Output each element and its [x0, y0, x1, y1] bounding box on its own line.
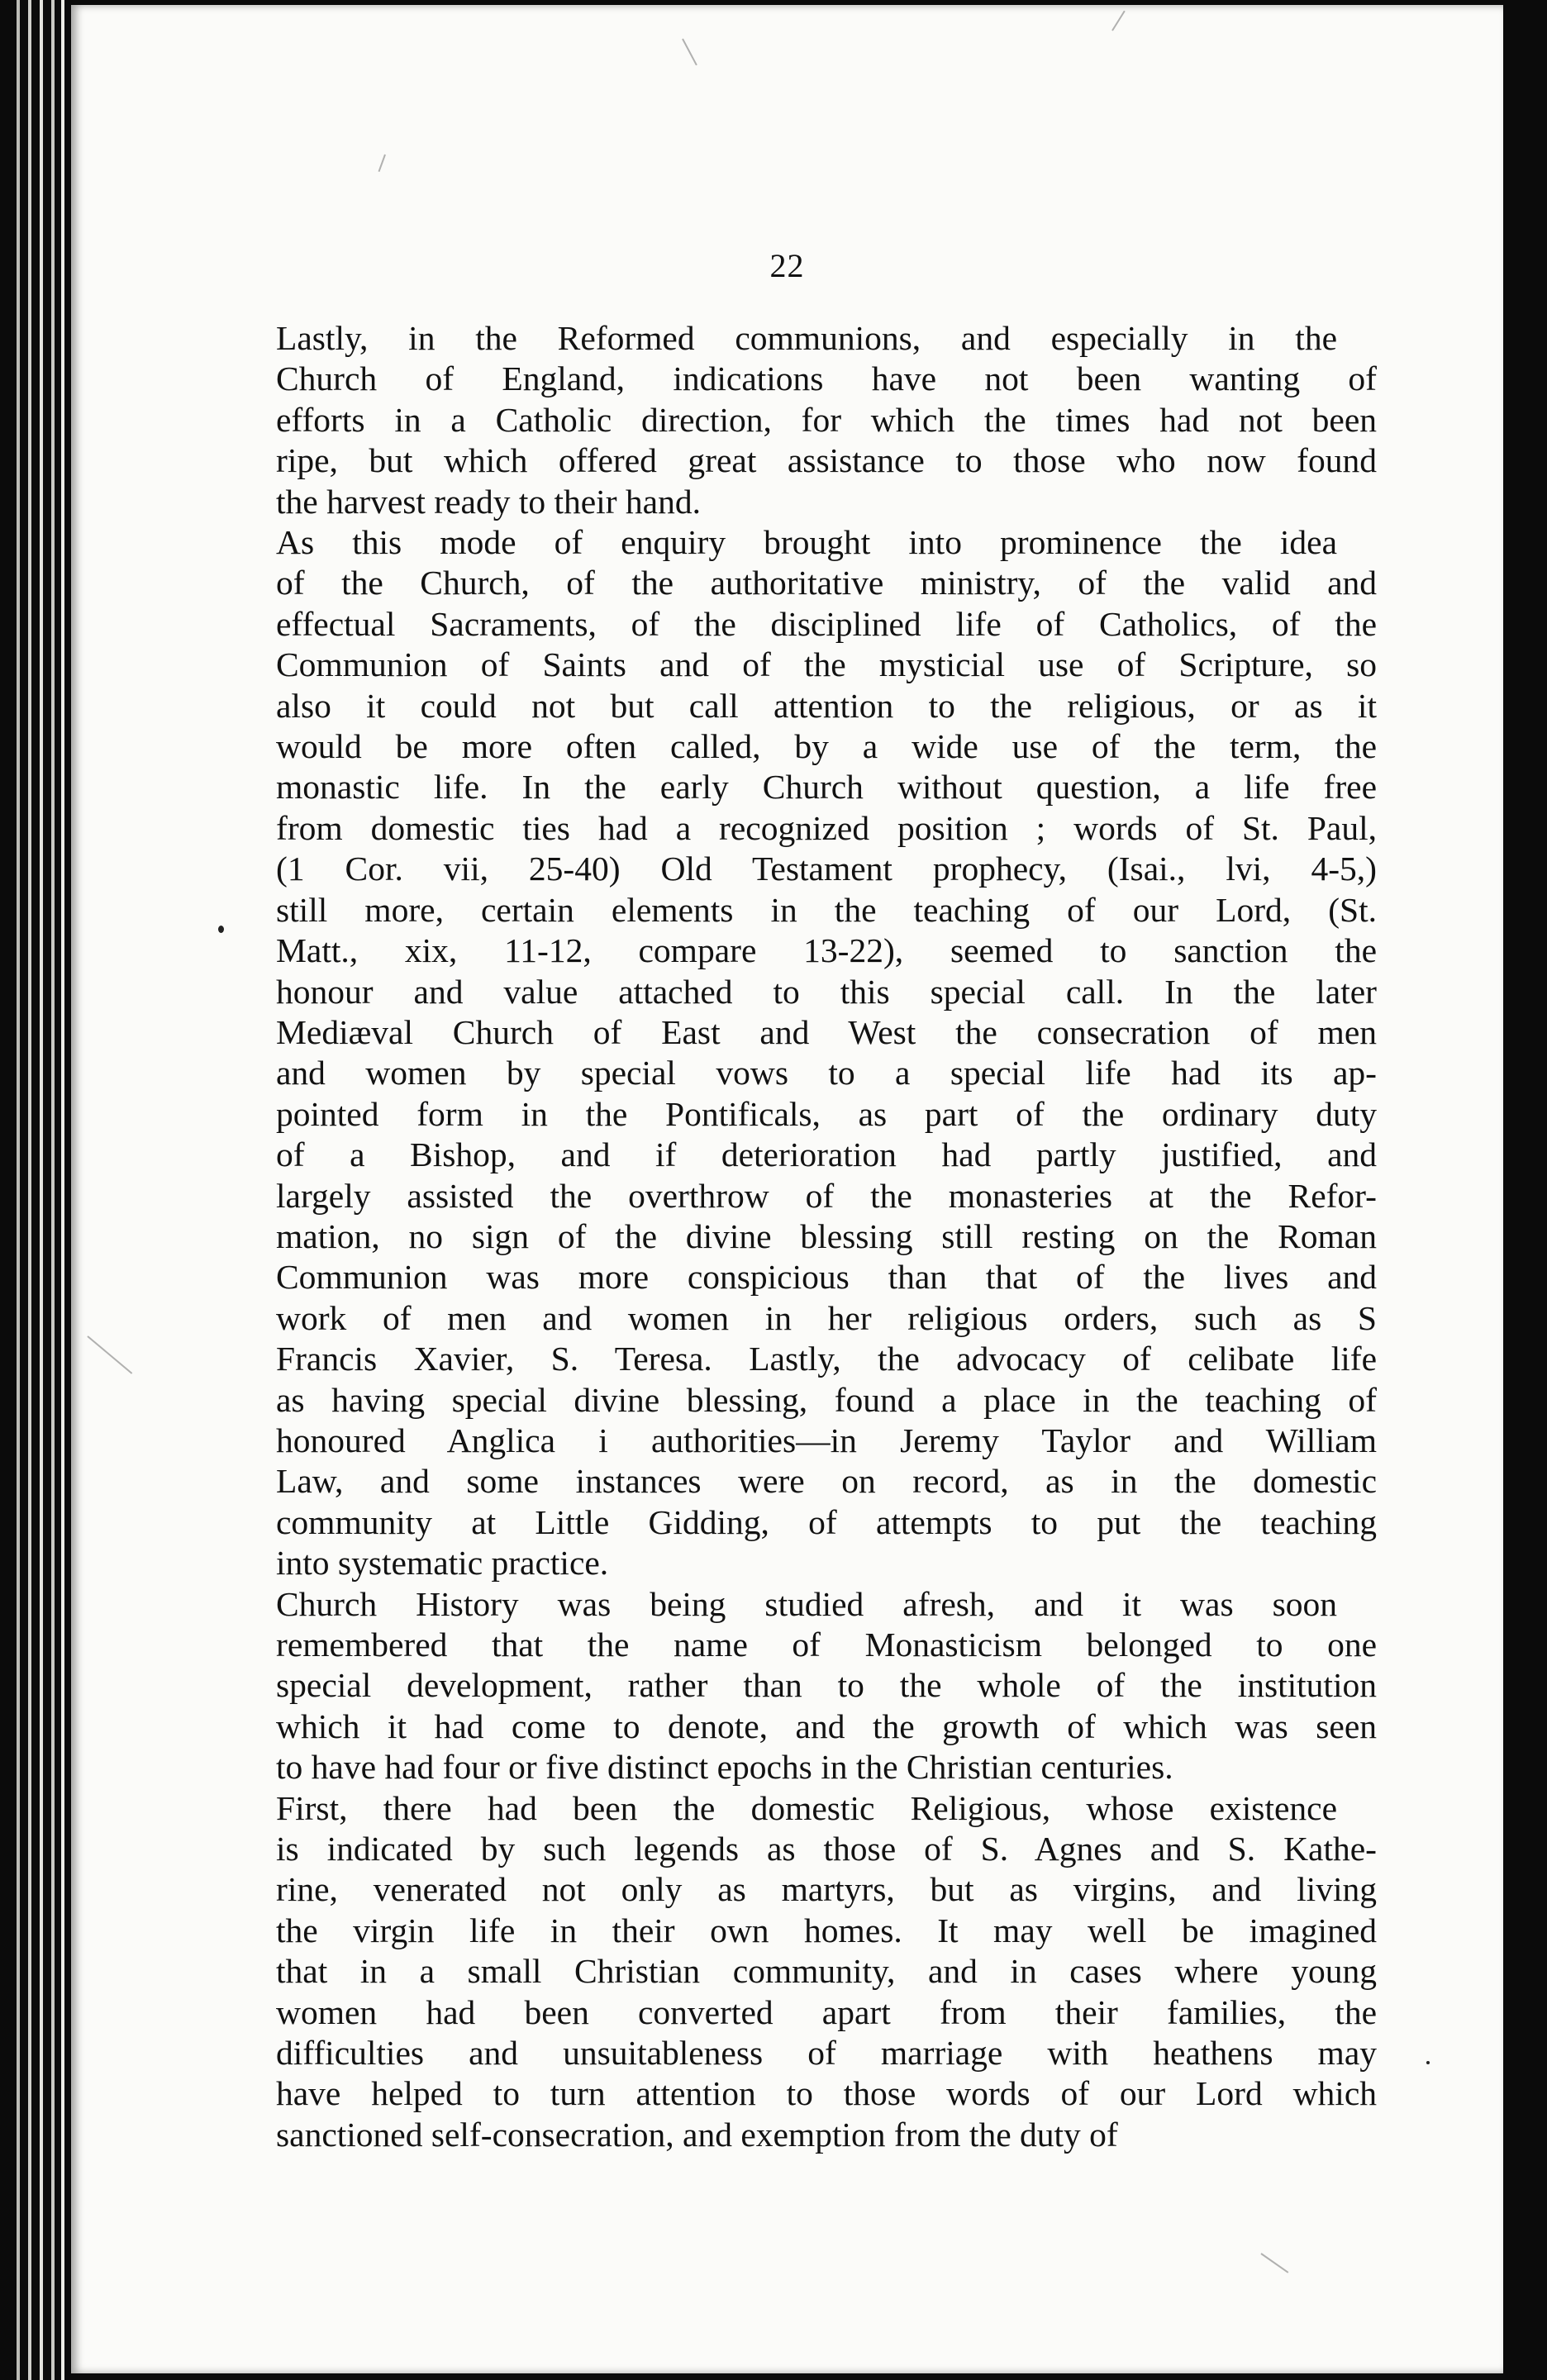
text-line: First, there had been the domestic Religious, whose existence [276, 1788, 1337, 1827]
text-line: difficulties and unsuitableness of marriage with heathens may [276, 2034, 1377, 2073]
text-line: special development, rather than to the whole of the institution [276, 1666, 1377, 1705]
text-line: that in a small Christian community, and in cases where young [276, 1952, 1377, 1991]
page-edge [61, 0, 64, 2380]
text-line: as having special divine blessing, found a place in the teaching of [276, 1380, 1377, 1419]
text-line: Communion was more conspicious than that of the lives and [276, 1258, 1377, 1297]
page-number: 22 [769, 247, 805, 284]
text-line: would be more often called, by a wide use of the term, the [276, 727, 1377, 766]
text-line: (1 Cor. vii, 25-40) Old Testament prophecy, (Isai., lvi, 4-5,) [276, 850, 1377, 888]
text-line: Matt., xix, 11-12, compare 13-22), seemed to sanction the [276, 931, 1377, 970]
text-line: rine, venerated not only as martyrs, but as virgins, and living [276, 1870, 1377, 1909]
text-line: still more, certain elements in the teaching of our Lord, (St. [276, 890, 1377, 929]
ink-speck [1426, 2061, 1430, 2064]
text-line: remembered that the name of Monasticism belonged to one [276, 1626, 1377, 1664]
text-line: into systematic practice. [276, 1544, 609, 1583]
text-line: community at Little Gidding, of attempts to put the teaching [276, 1502, 1377, 1541]
text-line: largely assisted the overthrow of the monasteries at the Refor- [276, 1176, 1377, 1215]
text-line: monastic life. In the early Church without question, a life free [276, 768, 1377, 807]
text-line: from domestic ties had a recognized position ; words of St. Paul, [276, 808, 1377, 847]
text-line: also it could not but call attention to the religious, or as it [276, 686, 1377, 725]
text-line: and women by special vows to a special life had its ap- [276, 1054, 1377, 1092]
text-line: of a Bishop, and if deterioration had partly justified, and [276, 1135, 1377, 1174]
paragraph [236, 522, 1377, 1584]
paragraph [236, 1788, 1377, 2156]
page-edge [28, 0, 31, 2380]
scan-scratch [378, 155, 386, 172]
text-line: the virgin life in their own homes. It may well be imagined [276, 1911, 1377, 1949]
text-line: which it had come to denote, and the growth of which was seen [276, 1706, 1377, 1745]
scan-scratch [682, 39, 697, 66]
text-line: sanctioned self-consecration, and exemption from the duty of [276, 2115, 1118, 2154]
scan-scratch [87, 1335, 132, 1374]
text-line: honour and value attached to this special call. In the later [276, 972, 1377, 1011]
scan-scratch [1260, 2253, 1288, 2273]
text-line: Church of England, indications have not been wanting of [276, 359, 1377, 398]
page-edge [40, 0, 43, 2380]
text-line: the harvest ready to their hand. [276, 482, 701, 521]
text-line: Mediæval Church of East and West the consecration of men [276, 1012, 1377, 1051]
scan-scratch [1111, 11, 1126, 31]
text-line: mation, no sign of the divine blessing still resting on the Roman [276, 1216, 1377, 1255]
paragraph [236, 1584, 1377, 1788]
text-line: efforts in a Catholic direction, for which the times had not been [276, 400, 1377, 439]
text-line: Francis Xavier, S. Teresa. Lastly, the advocacy of celibate life [276, 1340, 1377, 1378]
text-line: ripe, but which offered great assistance to those who now found [276, 441, 1377, 480]
paragraph [236, 318, 1377, 522]
text-line: effectual Sacraments, of the disciplined life of Catholics, of the [276, 604, 1377, 643]
text-line: honoured Anglica i authorities—in Jeremy Taylor and William [276, 1421, 1377, 1459]
text-line: to have had four or five distinct epochs in the Christian centuries. [276, 1748, 1173, 1787]
text-line: Communion of Saints and of the mysticial use of Scripture, so [276, 645, 1377, 684]
body-text [236, 318, 1377, 2155]
text-line: of the Church, of the authoritative ministry, of the valid and [276, 564, 1377, 602]
page-edge [51, 0, 55, 2380]
text-line: Lastly, in the Reformed communions, and especially in the [276, 319, 1337, 357]
text-line: pointed form in the Pontificals, as part of the ordinary duty [276, 1094, 1377, 1133]
text-line: work of men and women in her religious orders, such as S [276, 1298, 1377, 1337]
text-line: is indicated by such legends as those of S. Agnes and S. Kathe- [276, 1830, 1377, 1868]
text-line: women had been converted apart from their families, the [276, 1992, 1377, 2031]
page-edge [17, 0, 20, 2380]
ink-speck [218, 926, 224, 933]
text-line: have helped to turn attention to those words of our Lord which [276, 2074, 1377, 2113]
text-line: Church History was being studied afresh, and it was soon [276, 1584, 1337, 1623]
text-line: Law, and some instances were on record, as in the domestic [276, 1462, 1377, 1501]
text-line: As this mode of enquiry brought into prominence the idea [276, 523, 1337, 562]
